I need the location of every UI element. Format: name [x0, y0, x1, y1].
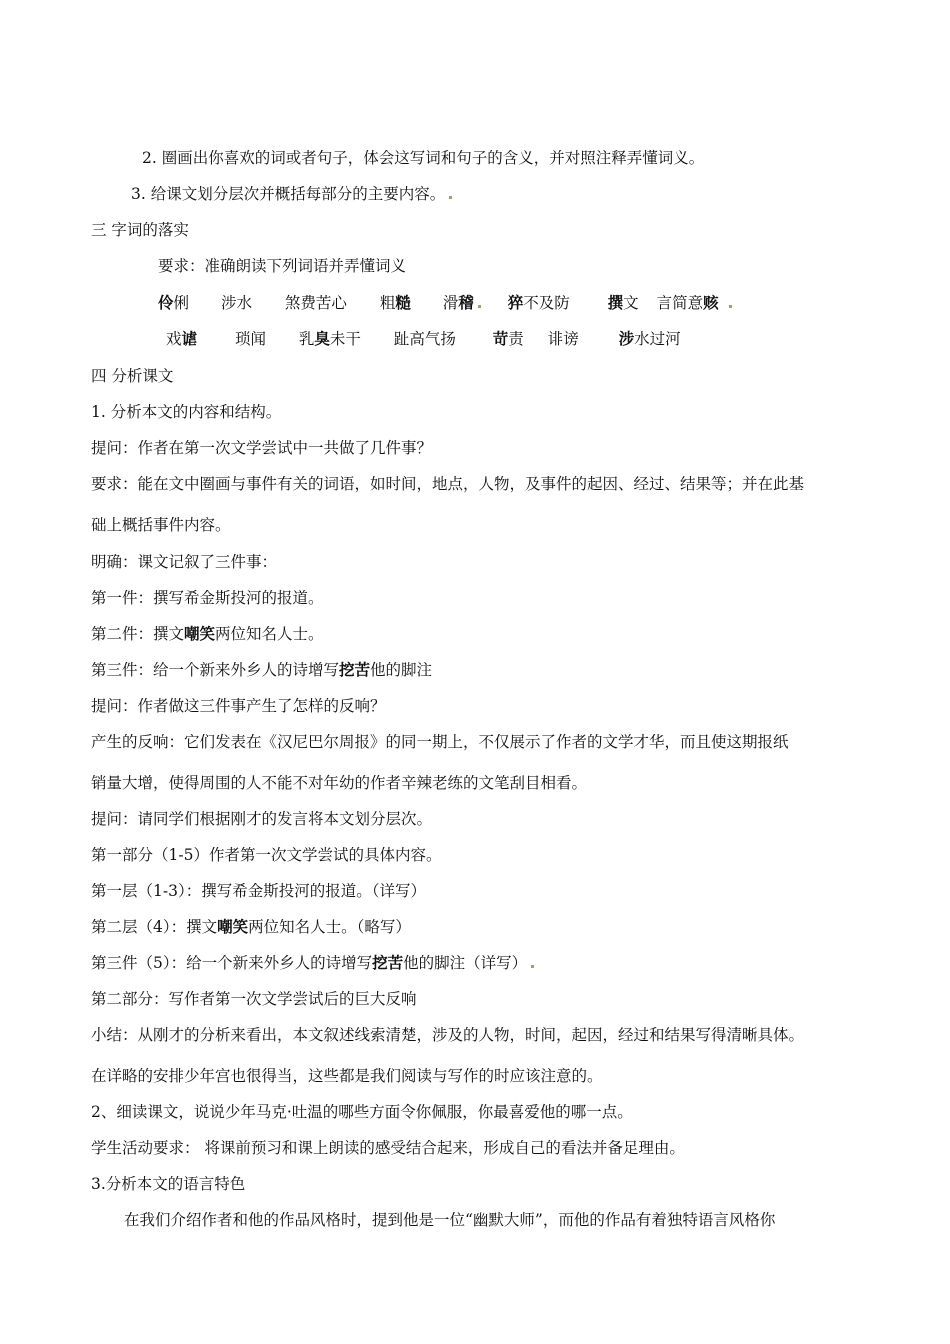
response-line-1: 产生的反响：它们发表在《汉尼巴尔周报》的同一期上，不仅展示了作者的文学才华，而且使这期报纸	[91, 733, 789, 751]
section-3-requirement: 要求：准确朗读下列词语并弄懂词义	[158, 257, 407, 275]
vocab-row-1	[158, 293, 732, 313]
mark-dot	[531, 965, 534, 968]
question-1: 提问：作者在第一次文学尝试中一共做了几件事？	[91, 439, 433, 457]
clarification: 明确：课文记叙了三件事：	[91, 553, 278, 571]
section-4-title: 四 分析课文	[91, 367, 174, 385]
layer-1: 第一层（1-3）：撰写希金斯投河的报道。（详写）	[91, 882, 426, 900]
vocab-word: 琐闻	[234, 330, 266, 348]
vocab-word: 滑稽	[443, 293, 503, 313]
closing-paragraph: 在我们介绍作者和他的作品风格时，提到他是一位“幽默大师”，而他的作品有着独特语言风格你	[124, 1211, 776, 1229]
response-line-2: 销量大增，使得周围的人不能不对年幼的作者辛辣老练的文笔刮目相看。	[91, 774, 588, 792]
vocab-word: 涉水	[220, 294, 252, 312]
vocab-word: 诽谤	[547, 330, 579, 348]
vocab-word: 猝不及防	[507, 293, 570, 312]
requirement-line-1: 要求：能在文中圈画与事件有关的词语，如时间，地点，人物，及事件的起因、经过、结果等；并在此基	[91, 475, 805, 493]
vocab-word: 伶俐	[158, 293, 190, 312]
question-2: 提问：作者做这三件事产生了怎样的反响？	[91, 697, 386, 715]
event-3: 第三件：给一个新来外乡人的诗增写挖苦他的脚注	[91, 660, 433, 679]
mark-dot	[449, 196, 452, 199]
item-2-text: 2. 圈画出你喜欢的词或者句子，体会这写词和句子的含义，并对照注释弄懂词义。	[142, 149, 705, 167]
vocab-word: 言简意赅	[657, 293, 732, 313]
vocab-row-2	[166, 329, 681, 349]
vocab-word: 趾高气扬	[393, 330, 456, 348]
vocab-word: 撰文	[607, 293, 639, 312]
part-2: 第二部分：写作者第一次文学尝试后的巨大反响	[91, 990, 417, 1008]
mark-dot	[729, 305, 732, 308]
vocab-word: 苛责	[492, 329, 524, 348]
part-1: 第一部分（1-5）作者第一次文学尝试的具体内容。	[91, 846, 442, 864]
event-2: 第二件：撰文嘲笑两位知名人士。	[91, 624, 324, 643]
requirement-line-2: 础上概括事件内容。	[91, 516, 231, 534]
item-3-text: 3. 给课文划分层次并概括每部分的主要内容。	[131, 185, 446, 203]
mark-dot	[478, 305, 481, 308]
item-2-prompt: 2、细读课文，说说少年马克·吐温的哪些方面令你佩服，你最喜爱他的哪一点。	[91, 1103, 633, 1121]
item-3-line	[131, 184, 452, 204]
activity-requirement: 学生活动要求： 将课前预习和课上朗读的感受结合起来，形成自己的看法并备足理由。	[91, 1139, 685, 1157]
item-1-text: 1. 分析本文的内容和结构。	[91, 403, 282, 421]
section-3-title: 三 字词的落实	[91, 221, 189, 239]
item-3-heading: 3.分析本文的语言特色	[91, 1175, 246, 1193]
vocab-word: 粗糙	[379, 293, 411, 312]
summary-line-1: 小结：从刚才的分析来看出，本文叙述线索清楚，涉及的人物，时间，起因，经过和结果写得清晰具体。	[91, 1026, 805, 1044]
vocab-word: 乳臭未干	[298, 329, 361, 348]
event-1: 第一件：撰写希金斯投河的报道。	[91, 589, 324, 607]
vocab-word: 煞费苦心	[284, 294, 347, 312]
summary-line-2: 在详略的安排少年宫也很得当，这些都是我们阅读与写作的时应该注意的。	[91, 1067, 603, 1085]
layer-2: 第二层（4）：撰文嘲笑两位知名人士。（略写）	[91, 917, 411, 936]
question-3: 提问：请同学们根据刚才的发言将本文划分层次。	[91, 810, 433, 828]
layer-3: 第三件（5）：给一个新来外乡人的诗增写挖苦他的脚注（详写）	[91, 953, 534, 973]
vocab-word: 戏谑	[166, 329, 198, 348]
vocab-word: 涉水过河	[618, 329, 681, 348]
